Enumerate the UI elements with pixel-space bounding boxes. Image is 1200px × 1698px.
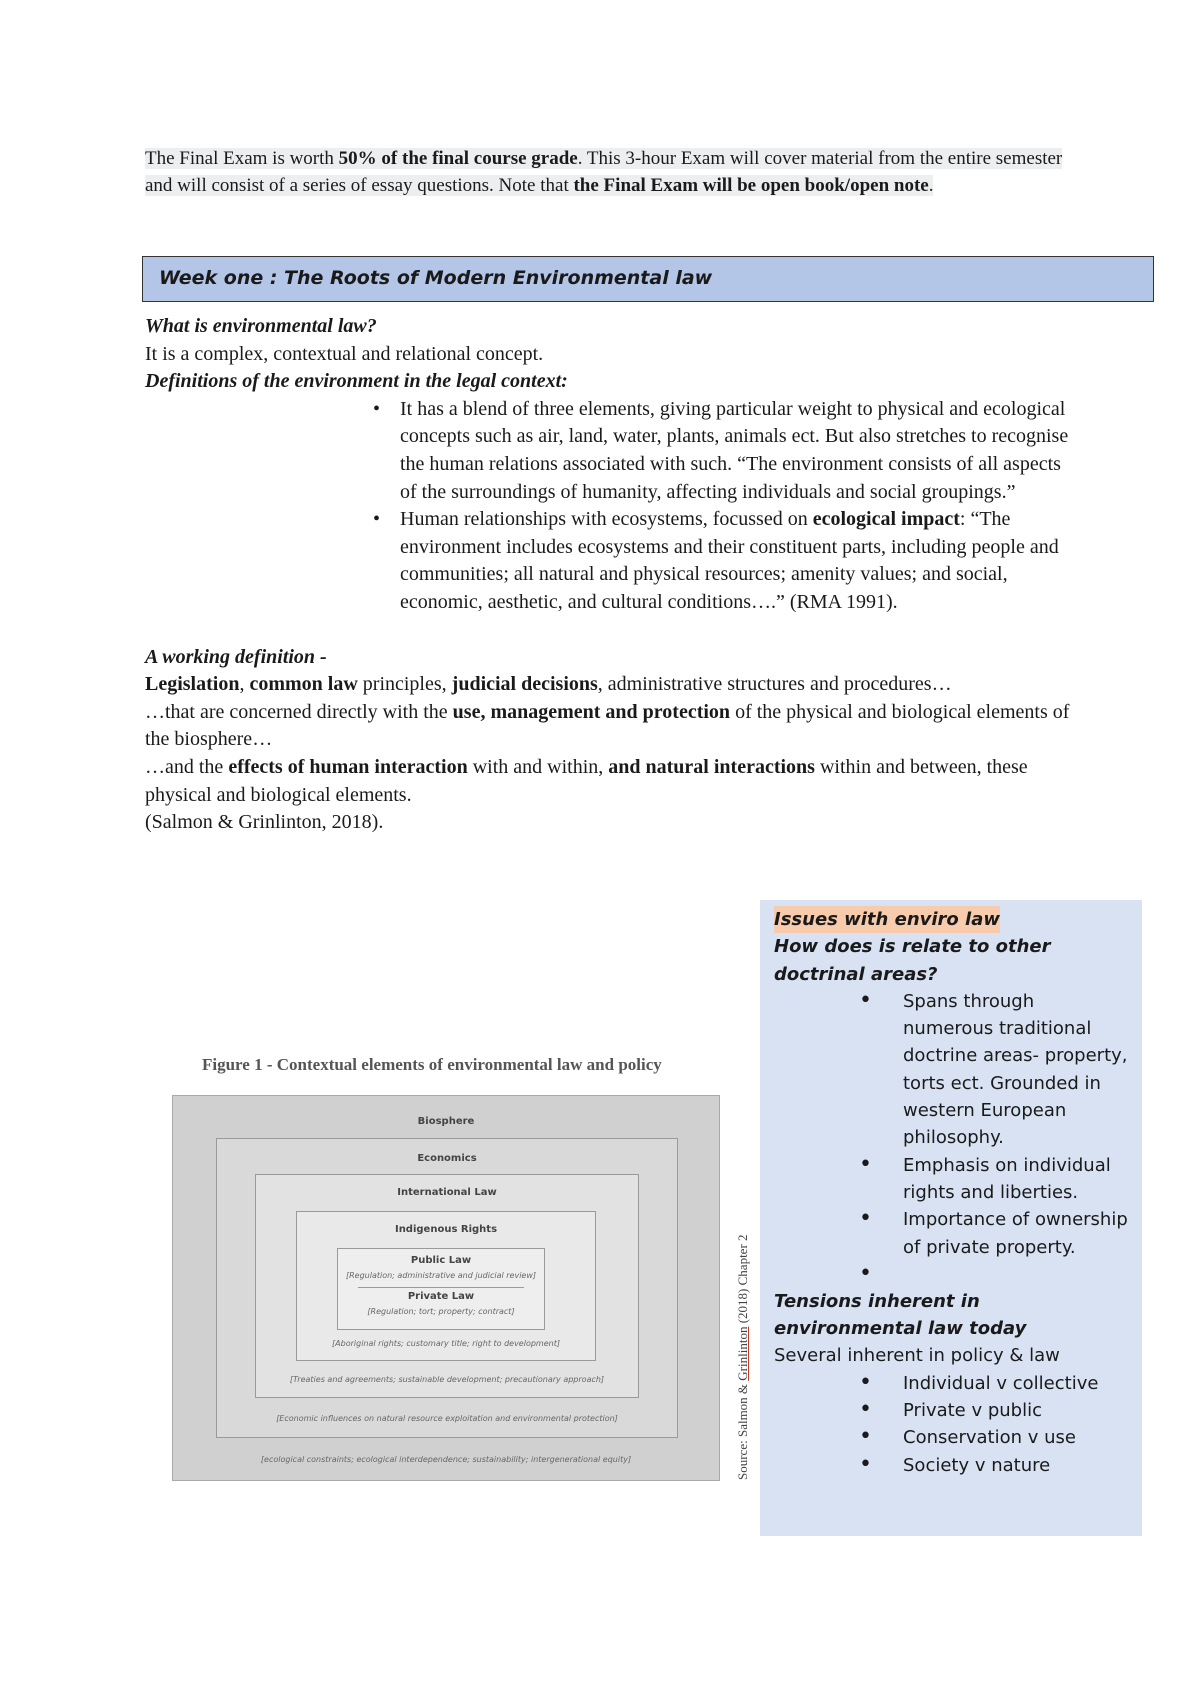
main-notes: [145, 313, 1075, 837]
private-law-label: Private Law: [407, 1291, 475, 1302]
public-law-label: Public Law: [410, 1255, 472, 1266]
exam-info-paragraph: The Final Exam is worth 50% of the final course grade. This 3-hour Exam will cover material from the entire semester and will consist of a series of essay questions. Note that the Final Exam will be open book/open note.: [145, 148, 1063, 196]
indigenous-note: [Aboriginal rights; customary title; right to development]: [332, 1339, 560, 1348]
what-is-heading: What is environmental law?: [145, 315, 377, 337]
list-item: • Emphasis on individual rights and liberties.: [889, 1152, 1128, 1207]
citation: (Salmon & Grinlinton, 2018).: [145, 811, 384, 834]
working-definition-heading: A working definition -: [145, 645, 327, 668]
week-heading-box: [142, 256, 1154, 302]
private-law-note: [Regulation; tort; property; contract]: [367, 1307, 515, 1316]
working-definition-p1: Legislation, common law principles, judicial decisions, administrative structures and procedures…: [145, 673, 952, 696]
working-definition-p3: …and the effects of human interaction with and within, and natural interactions within and between, these physical and biological elements.: [145, 755, 1028, 806]
economics-note: [Economic influences on natural resource exploitation and environmental protection]: [276, 1414, 618, 1423]
definitions-list: [145, 396, 1075, 617]
working-definition-p2: …that are concerned directly with the use, management and protection of the physical and biological elements of the biosphere…: [145, 700, 1070, 751]
economics-frame: [216, 1138, 678, 1438]
list-item: • Society v nature: [889, 1452, 1128, 1479]
list-item: • Individual v collective: [889, 1370, 1128, 1397]
week-heading: Week one : The Roots of Modern Environmental law: [159, 267, 713, 289]
indigenous-frame: [296, 1211, 596, 1361]
issues-sidebar: [760, 900, 1142, 1536]
list-item: • Importance of ownership of private property.: [889, 1206, 1128, 1261]
sidebar-title: Issues with enviro law: [774, 906, 1000, 933]
tensions-heading: Tensions inherent in environmental law today: [774, 1290, 1027, 1340]
list-item: • Spans through numerous traditional doctrine areas- property, torts ect. Grounded in western European philosophy.: [889, 988, 1128, 1152]
tensions-list: [774, 1370, 1128, 1479]
list-item: • Human relationships with ecosystems, focussed on ecological impact: “The environment includes ecosystems and their constituent parts, including people and communities; all natural and physical resources; amenity values; and social, economic, aesthetic, and cultural conditions….” (RMA 1991).: [365, 506, 1075, 616]
international-frame: [255, 1174, 639, 1398]
tensions-intro: Several inherent in policy & law: [774, 1345, 1060, 1367]
list-item: [889, 1261, 1128, 1288]
international-note: [Treaties and agreements; sustainable development; precautionary approach]: [289, 1375, 605, 1384]
sidebar-question: How does is relate to other doctrinal areas?: [774, 936, 1051, 985]
list-item: • Conservation v use: [889, 1424, 1128, 1451]
economics-label: Economics: [417, 1153, 477, 1164]
figure-diagram: [172, 1095, 720, 1481]
indigenous-label: Indigenous Rights: [394, 1224, 498, 1235]
public-law-note: [Regulation; administrative and judicial review]: [345, 1271, 536, 1280]
divider: [358, 1287, 524, 1288]
international-label: International Law: [397, 1187, 497, 1198]
list-item: • Private v public: [889, 1397, 1128, 1424]
issues-list: [774, 988, 1128, 1288]
what-is-answer: It is a complex, contextual and relational concept.: [145, 342, 544, 365]
biosphere-note: [ecological constraints; ecological interdependence; sustainability; intergenerational equity]: [260, 1455, 632, 1464]
figure-source: Source: Salmon & Grinlinton (2018) Chapter 2: [735, 1234, 750, 1480]
definitions-heading: Definitions of the environment in the legal context:: [145, 370, 568, 393]
biosphere-label: Biosphere: [417, 1116, 475, 1127]
public-private-frame: [337, 1248, 545, 1330]
figure-title: Figure 1 - Contextual elements of environmental law and policy: [202, 1055, 662, 1074]
list-item: • It has a blend of three elements, giving particular weight to physical and ecological concepts such as air, land, water, plants, animals ect. But also stretches to recognise the human relations associated with such. “The environment consists of all aspects of the surroundings of humanity, affecting individuals and social groupings.”: [365, 396, 1075, 506]
